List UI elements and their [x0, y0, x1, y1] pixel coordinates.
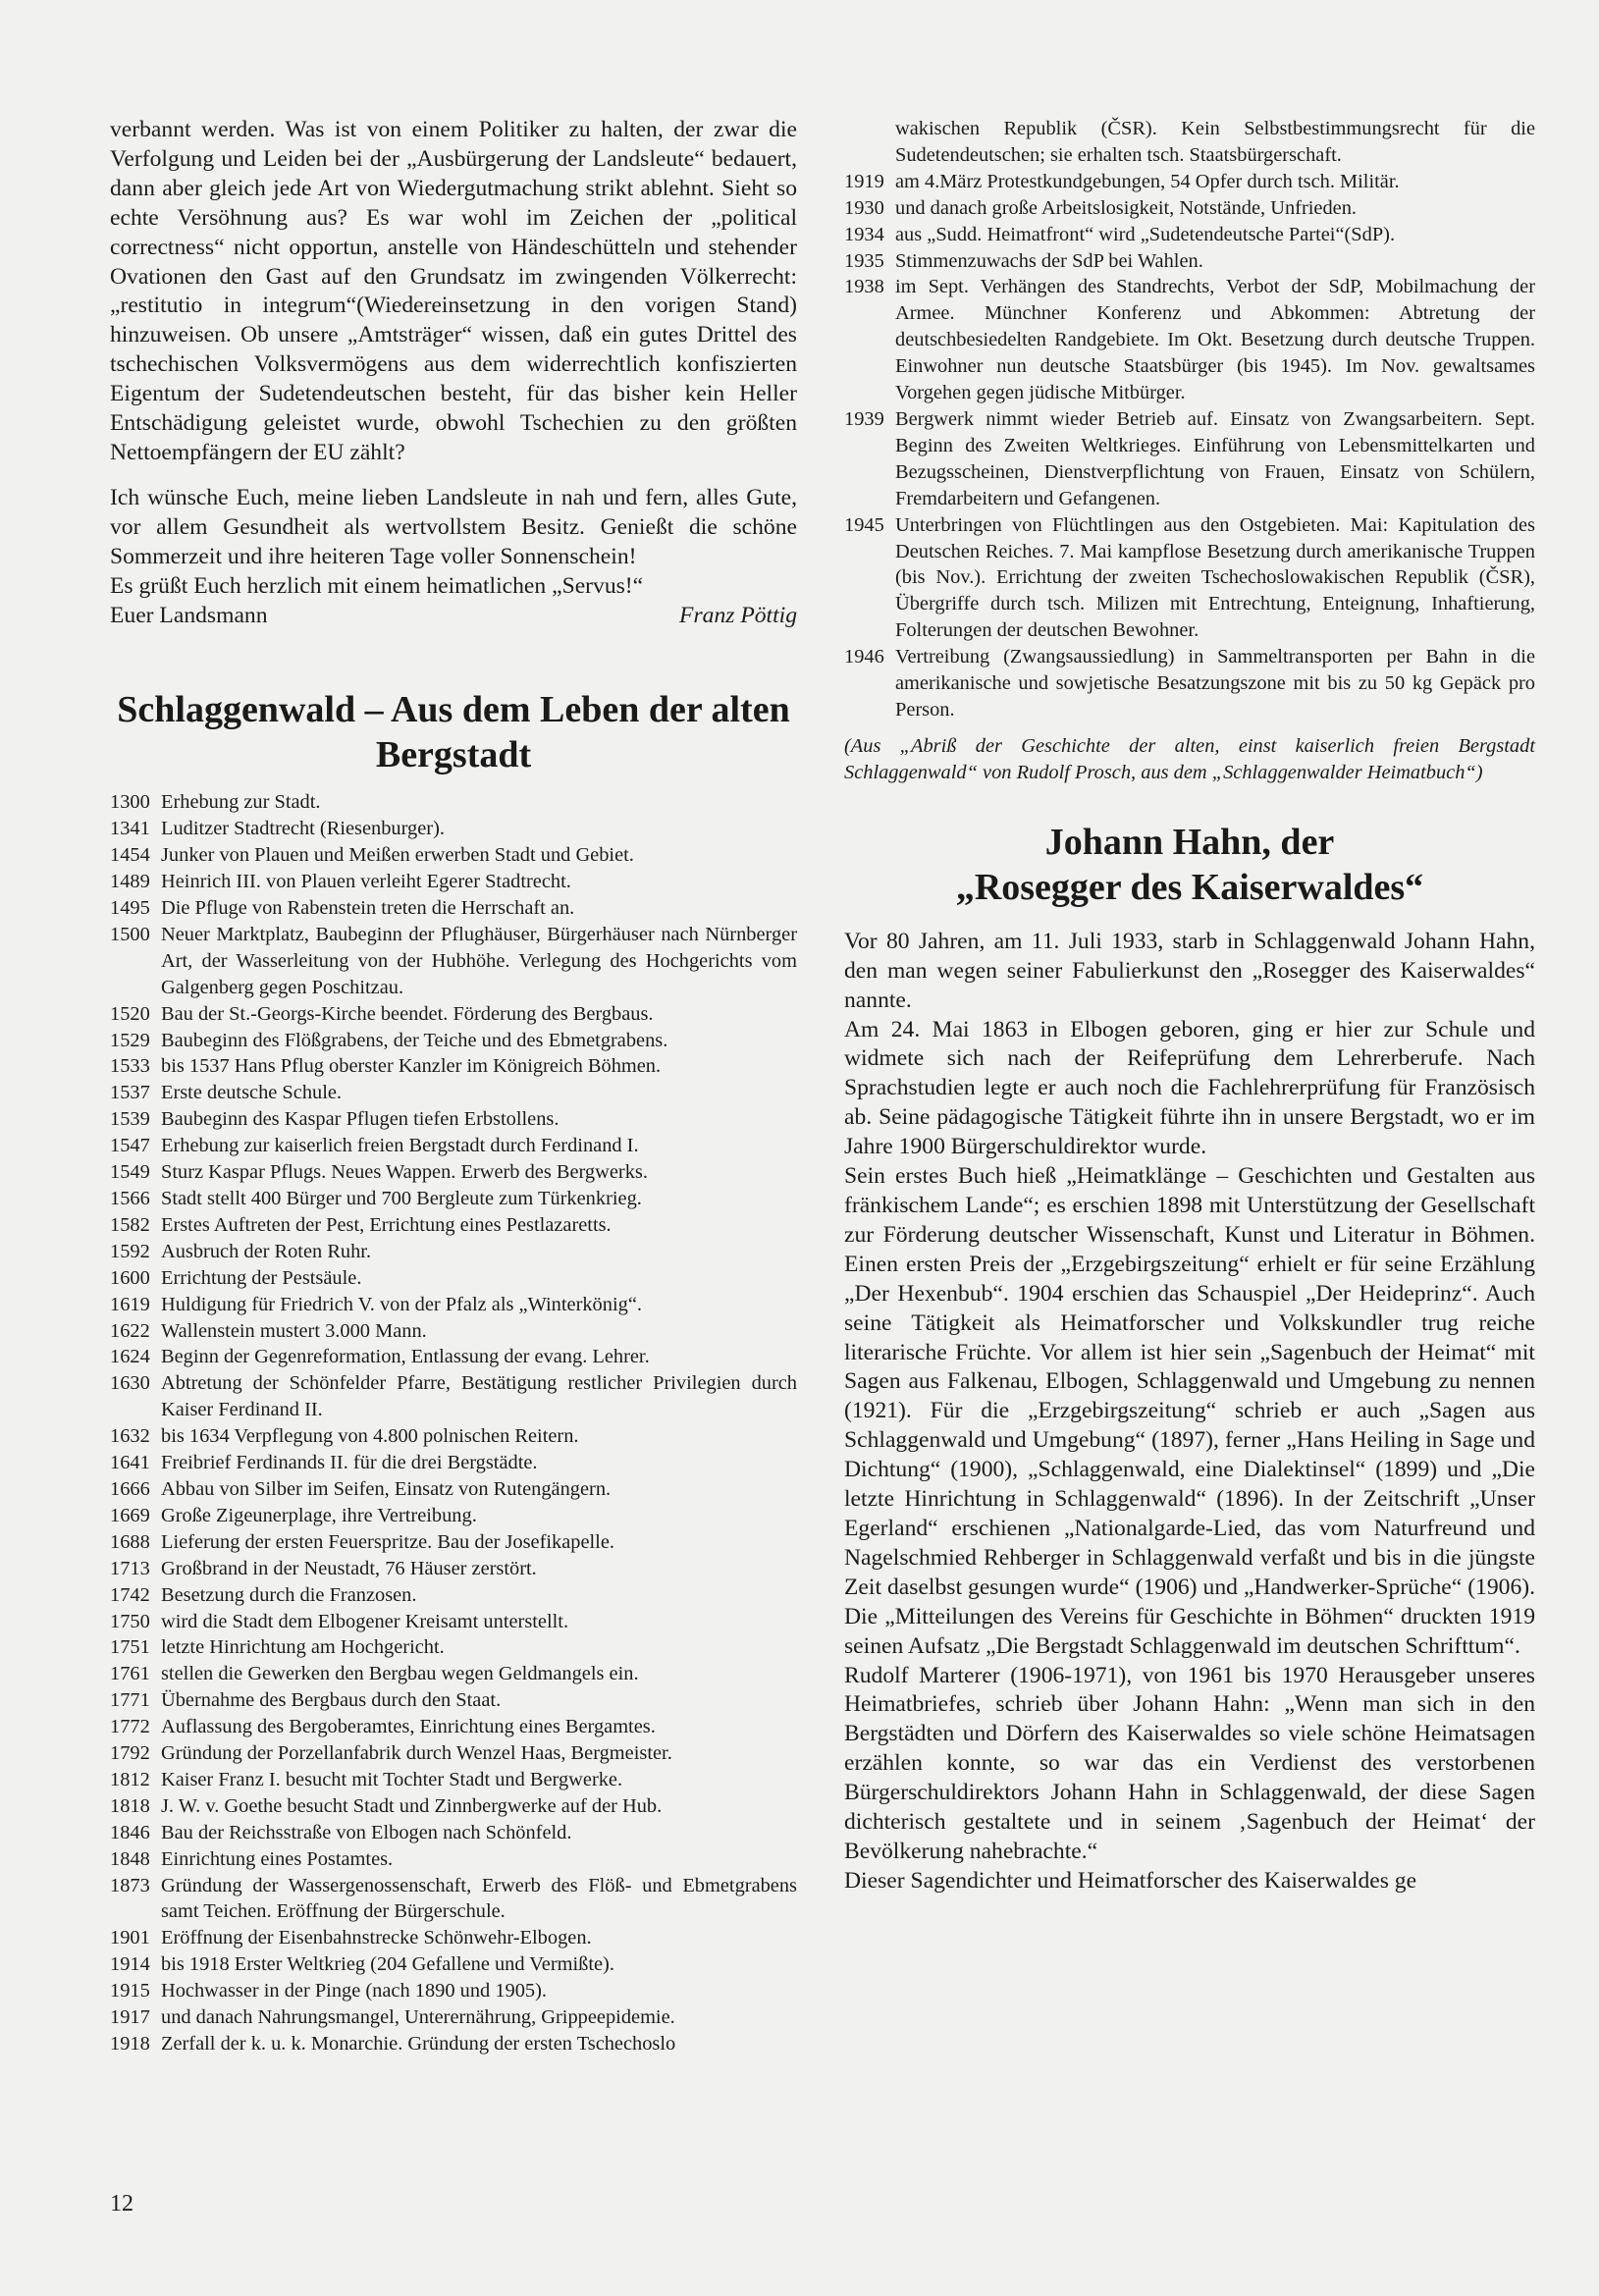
timeline-year: 1666 [110, 1477, 150, 1500]
timeline-text: Freibrief Ferdinands II. für die drei Bergstädte. [161, 1452, 538, 1474]
timeline [110, 789, 797, 2057]
timeline-year: 1946 [844, 646, 884, 668]
timeline-year: 1713 [110, 1557, 150, 1579]
timeline-entry [110, 869, 797, 895]
article-paragraph: Dieser Sagendichter und Heimatforscher des Kaiserwaldes ge [844, 1867, 1417, 1894]
timeline-text: Huldigung für Friedrich V. von der Pfalz als „Winterkönig“. [161, 1293, 642, 1315]
timeline-entry [110, 1609, 797, 1635]
letter-paragraph: verbannt werden. Was ist von einem Politiker zu halten, der zwar die Verfolgung und Leiden bei der „Ausbürgerung der Landsleute“ bedauert, dann aber gleich jede Art von Wiedergutmachung strikt ablehnt. Sieht so echte Versöhnung aus? Es war wohl im Zeichen der „political correctness“ nicht opportun, anstelle von Händeschütteln und stehender Ovationen den Gast auf den Grundsatz im zwingenden Völkerrecht: „restitutio in integrum“(Wiedereinsetzung in den vorigen Stand) hinzuweisen. Ob unsere „Amtsträger“ wissen, daß ein gutes Drittel des tschechischen Volksvermögens aus dem widerrechtlich konfiszierten Eigentum der Sudetendeutschen besteht, für das bisher kein Heller Entschädigung geleistet wurde, obwohl Tschechien zu den größten Nettoempfängern der EU zählt? [110, 117, 797, 465]
timeline-year: 1641 [110, 1452, 150, 1474]
timeline-text: Große Zigeunerplage, ihre Vertreibung. [161, 1504, 477, 1526]
timeline-text: Abbau von Silber im Seifen, Einsatz von Rutengängern. [161, 1477, 612, 1500]
timeline-entry [110, 1212, 797, 1239]
closing-text: Euer Landsmann [110, 602, 268, 628]
timeline-text: am 4.März Protestkundgebungen, 54 Opfer durch tsch. Militär. [895, 170, 1400, 192]
timeline-year: 1520 [110, 1002, 150, 1025]
timeline-year: 1529 [110, 1029, 150, 1051]
timeline-year: 1630 [110, 1372, 150, 1395]
timeline-text: bis 1918 Erster Weltkrieg (204 Gefallene und Vermißte). [161, 1953, 614, 1976]
timeline-text: stellen die Gewerken den Bergbau wegen Geldmangels ein. [161, 1663, 639, 1685]
timeline-year: 1547 [110, 1135, 150, 1157]
timeline-year: 1915 [110, 1980, 150, 2002]
timeline-entry [110, 922, 797, 1001]
timeline-text: Erhebung zur kaiserlich freien Bergstadt durch Ferdinand I. [161, 1135, 639, 1157]
timeline-entry [110, 1106, 797, 1133]
timeline-year: 1848 [110, 1847, 150, 1870]
timeline-text: Gründung der Wassergenossenschaft, Erwerb des Flöß- und Ebmetgrabens samt Teichen. Eröffnung der Bürgerschule. [161, 1874, 797, 1923]
timeline-year: 1938 [844, 276, 884, 298]
heading-line: Johann Hahn, der [1044, 821, 1335, 863]
timeline-text: Erhebung zur Stadt. [161, 791, 321, 814]
timeline-entry [110, 2031, 797, 2057]
timeline-entry [110, 816, 797, 842]
timeline-entry [110, 895, 797, 922]
timeline [844, 169, 1535, 723]
timeline-entry [110, 1423, 797, 1450]
timeline-text: Erstes Auftreten der Pest, Errichtung eines Pestlazaretts. [161, 1213, 612, 1236]
signature-line [110, 602, 797, 631]
timeline-text: im Sept. Verhängen des Standrechts, Verbot der SdP, Mobilmachung der Armee. Münchner Konferenz und Abkommen: Abtretung der deutschbesiedelten Randgebiete. Im Okt. Besetzung durch deutsche Truppen. Einwohner nun deutsche Staatsbürger (bis 1945). Im Nov. gewaltsames Vorgehen gegen jüdische Mitbürger. [895, 276, 1535, 404]
timeline-entry [110, 1687, 797, 1714]
timeline-entry [844, 406, 1535, 512]
timeline-entry [110, 1556, 797, 1582]
timeline-entry [110, 1661, 797, 1687]
timeline-text: Vertreibung (Zwangsaussiedlung) in Sammeltransporten per Bahn in die amerikanische und sowjetische Besatzungszone mit bis zu 50 kg Gepäck pro Person. [895, 646, 1535, 721]
timeline-continuation: wakischen Republik (ČSR). Kein Selbstbestimmungsrecht für die Sudetendeutschen; sie erhalten tsch. Staatsbürgerschaft. [895, 118, 1535, 166]
timeline-year: 1792 [110, 1742, 150, 1765]
timeline-entry [844, 248, 1535, 275]
author-name: Franz Pöttig [679, 602, 797, 628]
timeline-text: letzte Hinrichtung am Hochgericht. [161, 1636, 445, 1659]
timeline-entry [844, 512, 1535, 645]
heading-line: „Rosegger des Kaiserwaldes“ [955, 866, 1424, 908]
timeline-year: 1300 [110, 791, 150, 814]
timeline-year: 1751 [110, 1636, 150, 1659]
timeline-text: Stimmenzuwachs der SdP bei Wahlen. [895, 249, 1203, 272]
timeline-entry [110, 1793, 797, 1820]
timeline-entry [110, 1529, 797, 1556]
timeline-year: 1624 [110, 1346, 150, 1368]
timeline-year: 1934 [844, 223, 884, 245]
article-heading [844, 820, 1535, 910]
article-paragraph: Rudolf Marterer (1906-1971), von 1961 bis 1970 Herausgeber unseres Heimatbriefes, schrieb über Johann Hahn: „Wenn man sich in den Bergstädten und Dörfern des Kaiserwaldes so viele schöne Heimatsagen erzählen konnte, so war das ein Verdienst des verstorbenen Bürgerschuldirektors Johann Hahn in Schlaggenwald, der diese Sagen dichterisch gestaltete und in seinem ‚Sagenbuch der Heimat‘ der Bevölkerung nahebrachte.“ [844, 1662, 1535, 1864]
timeline-entry [110, 1846, 797, 1873]
page-number: 12 [110, 2191, 133, 2216]
timeline-text: Gründung der Porzellanfabrik durch Wenzel Haas, Bergmeister. [161, 1742, 672, 1765]
timeline-text: Übernahme des Bergbaus durch den Staat. [161, 1689, 502, 1712]
timeline-entry [110, 1133, 797, 1159]
timeline-year: 1632 [110, 1425, 150, 1448]
timeline-text: bis 1634 Verpflegung von 4.800 polnischen Reitern. [161, 1425, 579, 1448]
timeline-year: 1341 [110, 818, 150, 840]
source-note: (Aus „Abriß der Geschichte der alten, einst kaiserlich freien Bergstadt Schlaggenwald“ von Rudolf Prosch, aus dem „Schlaggenwalder Heimatbuch“) [844, 734, 1535, 783]
timeline-entry [110, 1582, 797, 1609]
timeline-text: Abtretung der Schönfelder Pfarre, Bestätigung restlicher Privilegien durch Kaiser Ferdinand II. [161, 1372, 797, 1421]
timeline-entry [844, 169, 1535, 195]
timeline-entry [110, 1370, 797, 1423]
timeline-text: Lieferung der ersten Feuerspritze. Bau der Josefikapelle. [161, 1530, 614, 1553]
timeline-text: Erste deutsche Schule. [161, 1082, 343, 1104]
timeline-text: Sturz Kaspar Pflugs. Neues Wappen. Erwerb des Bergwerks. [161, 1161, 648, 1184]
timeline-text: J. W. v. Goethe besucht Stadt und Zinnbergwerke auf der Hub. [161, 1794, 663, 1817]
timeline-entry [110, 1740, 797, 1767]
timeline-text: Unterbringen von Flüchtlingen aus den Ostgebieten. Mai: Kapitulation des Deutschen Reiches. 7. Mai kampflose Besetzung durch amerikanische Truppen (bis Nov.). Errichtung der zweiten Tschechoslowakischen Republik (ČSR), Übergriffe durch tsch. Milizen mit Entrechtung, Enteignung, Inhaftierung, Folterungen der deutschen Bewohner. [895, 513, 1535, 642]
timeline-entry [110, 1159, 797, 1186]
left-column [110, 116, 797, 2057]
timeline-entry [110, 2004, 797, 2031]
timeline-year: 1600 [110, 1266, 150, 1289]
timeline-text: Baubeginn des Kaspar Pflugen tiefen Erbstollens. [161, 1108, 560, 1131]
timeline-year: 1939 [844, 407, 884, 430]
timeline-text: Neuer Marktplatz, Baubeginn der Pflughäuser, Bürgerhäuser nach Nürnberger Art, der Wasserleitung von der Hubhöhe. Verlegung des Hochgerichts vom Galgenberg gegen Poschitzau. [161, 923, 797, 998]
timeline-year: 1945 [844, 513, 884, 536]
timeline-text: Einrichtung eines Postamtes. [161, 1847, 394, 1870]
section-heading: Schlaggenwald – Aus dem Leben der alten Bergstadt [117, 689, 790, 776]
timeline-text: Stadt stellt 400 Bürger und 700 Bergleute zum Türkenkrieg. [161, 1188, 642, 1209]
timeline-entry [844, 274, 1535, 406]
article-paragraph: Vor 80 Jahren, am 11. Juli 1933, starb in Schlaggenwald Johann Hahn, den man wegen seiner Fabulierkunst den „Rosegger des Kaiserwaldes“ nannte. [844, 928, 1535, 1013]
timeline-year: 1771 [110, 1689, 150, 1712]
timeline-entry [110, 1265, 797, 1292]
timeline-year: 1930 [844, 196, 884, 219]
timeline-year: 1592 [110, 1240, 150, 1262]
timeline-year: 1622 [110, 1319, 150, 1342]
timeline-year: 1846 [110, 1821, 150, 1843]
timeline-year: 1500 [110, 923, 150, 945]
timeline-entry [110, 1714, 797, 1740]
timeline-entry [110, 1080, 797, 1106]
timeline-text: und danach Nahrungsmangel, Unterernährung, Grippeepidemie. [161, 2006, 675, 2029]
timeline-year: 1454 [110, 844, 150, 867]
timeline-text: Luditzer Stadtrecht (Riesenburger). [161, 818, 445, 840]
timeline-entry [110, 1634, 797, 1661]
timeline-entry [844, 222, 1535, 248]
timeline-text: Besetzung durch die Franzosen. [161, 1583, 417, 1606]
timeline-entry [110, 1820, 797, 1846]
letter-paragraph: Ich wünsche Euch, meine lieben Landsleute in nah und fern, alles Gute, vor allem Gesundheit als wertvollstem Besitz. Genießt die schöne Sommerzeit und ihre heiteren Tage voller Sonnenschein! [110, 484, 797, 569]
timeline-year: 1750 [110, 1610, 150, 1632]
timeline-text: Ausbruch der Roten Ruhr. [161, 1240, 372, 1262]
timeline-text: Die Pfluge von Rabenstein treten die Herrschaft an. [161, 897, 575, 920]
timeline-entry [844, 644, 1535, 723]
timeline-year: 1935 [844, 249, 884, 272]
timeline-entry [110, 1344, 797, 1370]
timeline-text: Beginn der Gegenreformation, Entlassung der evang. Lehrer. [161, 1346, 650, 1368]
timeline-year: 1619 [110, 1293, 150, 1315]
timeline-entry [110, 1053, 797, 1080]
timeline-entry [110, 1001, 797, 1028]
timeline-year: 1549 [110, 1161, 150, 1184]
timeline-year: 1818 [110, 1794, 150, 1817]
timeline-entry [110, 1925, 797, 1951]
timeline-year: 1495 [110, 897, 150, 920]
timeline-text: Bau der St.-Georgs-Kirche beendet. Förderung des Bergbaus. [161, 1002, 654, 1025]
timeline-text: aus „Sudd. Heimatfront“ wird „Sudetendeutsche Partei“(SdP). [895, 223, 1396, 245]
timeline-text: Errichtung der Pestsäule. [161, 1266, 362, 1289]
timeline-text: Auflassung des Bergoberamtes, Einrichtung eines Bergamtes. [161, 1716, 656, 1738]
timeline-entry [110, 1951, 797, 1978]
timeline-year: 1873 [110, 1874, 150, 1896]
timeline-year: 1537 [110, 1082, 150, 1104]
timeline-year: 1918 [110, 2033, 150, 2055]
timeline-entry [110, 1476, 797, 1503]
timeline-text: Eröffnung der Eisenbahnstrecke Schönwehr-Elbogen. [161, 1927, 592, 1949]
timeline-text: Heinrich III. von Plauen verleiht Egerer Stadtrecht. [161, 871, 571, 893]
timeline-entry [110, 1450, 797, 1476]
timeline-text: Großbrand in der Neustadt, 76 Häuser zerstört. [161, 1557, 537, 1579]
timeline-year: 1688 [110, 1530, 150, 1553]
article-paragraph: Sein erstes Buch hieß „Heimatklänge – Geschichten und Gestalten aus fränkischem Lande“; es erschien 1898 mit Unterstützung der Gesellschaft zur Förderung deutscher Wissenschaft, Kunst und Literatur in Böhmen. Einen ersten Preis der „Erzgebirgszeitung“ erhielt er für seine Erzählung „Der Hexenbub“. 1904 erschien das Schauspiel „Der Heideprinz“. Auch seine Tätigkeit als Heimatforscher und Volkskundler trug reiche literarische Früchte. Vor allem ist hier sein „Sagenbuch der Heimat“ mit Sagen aus Falkenau, Elbogen, Schlaggenwald und Umgebung zu nennen (1921). Für die „Erzgebirgszeitung“ schrieb er auch „Sagen aus Schlaggenwald und Umgebung“ (1897), ferner „Hans Heiling in Sage und Dichtung“ (1900), „Schlaggenwald, eine Dialektinsel“ (1899) und „Die letzte Hinrichtung in Schlaggenwald“ (1896). In der Zeitschrift „Unser Egerland“ erschienen „Nationalgarde-Lied, das vom Naturfreund und Nagelschmied Rehberger in Schlaggenwald verfaßt und bis in die jüngste Zeit daselbst gesungen wurde“ (1906) und „Handwerker-Sprüche“ (1906). Die „Mitteilungen des Vereins für Geschichte in Böhmen“ druckten 1919 seinen Aufsatz „Die Bergstadt Schlaggenwald im deutschen Schrifttum“. [844, 1163, 1535, 1659]
timeline-year: 1919 [844, 170, 884, 192]
timeline-year: 1812 [110, 1768, 150, 1790]
timeline-entry [110, 1186, 797, 1212]
timeline-year: 1914 [110, 1953, 150, 1976]
timeline-entry [844, 195, 1535, 222]
timeline-entry [110, 842, 797, 869]
timeline-text: wird die Stadt dem Elbogener Kreisamt unterstellt. [161, 1610, 569, 1632]
timeline-text: bis 1537 Hans Pflug oberster Kanzler im Königreich Böhmen. [161, 1055, 662, 1078]
timeline-year: 1772 [110, 1716, 150, 1738]
timeline-text: Baubeginn des Flößgrabens, der Teiche und des Ebmetgrabens. [161, 1029, 668, 1051]
timeline-text: Kaiser Franz I. besucht mit Tochter Stadt und Bergwerke. [161, 1768, 623, 1790]
timeline-text: Zerfall der k. u. k. Monarchie. Gründung der ersten Tschechoslo [161, 2033, 676, 2055]
timeline-year: 1669 [110, 1504, 150, 1526]
timeline-text: und danach große Arbeitslosigkeit, Notstände, Unfrieden. [895, 196, 1357, 219]
timeline-year: 1761 [110, 1663, 150, 1685]
timeline-entry [110, 1239, 797, 1265]
timeline-year: 1533 [110, 1055, 150, 1078]
timeline-text: Wallenstein mustert 3.000 Mann. [161, 1319, 427, 1342]
timeline-year: 1566 [110, 1188, 150, 1209]
timeline-entry [110, 1873, 797, 1926]
article-paragraph: Am 24. Mai 1863 in Elbogen geboren, ging er hier zur Schule und widmete sich nach der Reifeprüfung dem Lehrerberufe. Nach Sprachstudien legte er auch noch die Fachlehrerprüfung für Französisch ab. Seine pädagogische Tätigkeit führte ihn in unsere Bergstadt, wo er im Jahre 1900 Bürgerschuldirektor wurde. [844, 1016, 1535, 1160]
timeline-entry [110, 1028, 797, 1054]
timeline-year: 1582 [110, 1213, 150, 1236]
timeline-entry [110, 789, 797, 816]
timeline-entry [110, 1767, 797, 1793]
timeline-year: 1539 [110, 1108, 150, 1131]
timeline-text: Junker von Plauen und Meißen erwerben Stadt und Gebiet. [161, 844, 634, 867]
letter-paragraph: Es grüßt Euch herzlich mit einem heimatlichen „Servus!“ [110, 572, 644, 599]
timeline-year: 1901 [110, 1927, 150, 1949]
timeline-entry [110, 1292, 797, 1318]
timeline-entry [110, 1503, 797, 1529]
timeline-entry [110, 1978, 797, 2004]
timeline-year: 1742 [110, 1583, 150, 1606]
timeline-text: Hochwasser in der Pinge (nach 1890 und 1905). [161, 1980, 547, 2002]
timeline-entry [110, 1318, 797, 1345]
timeline-year: 1917 [110, 2006, 150, 2029]
timeline-text: Bau der Reichsstraße von Elbogen nach Schönfeld. [161, 1821, 572, 1843]
right-column [844, 116, 1535, 1896]
timeline-year: 1489 [110, 871, 150, 893]
timeline-text: Bergwerk nimmt wieder Betrieb auf. Einsatz von Zwangsarbeitern. Sept. Beginn des Zweiten Weltkrieges. Einführung von Lebensmittelkarten und Bezugsscheinen, Dienstverpflichtung von Frauen, Einsatz von Schülern, Fremdarbeitern und Gefangenen. [895, 407, 1535, 509]
